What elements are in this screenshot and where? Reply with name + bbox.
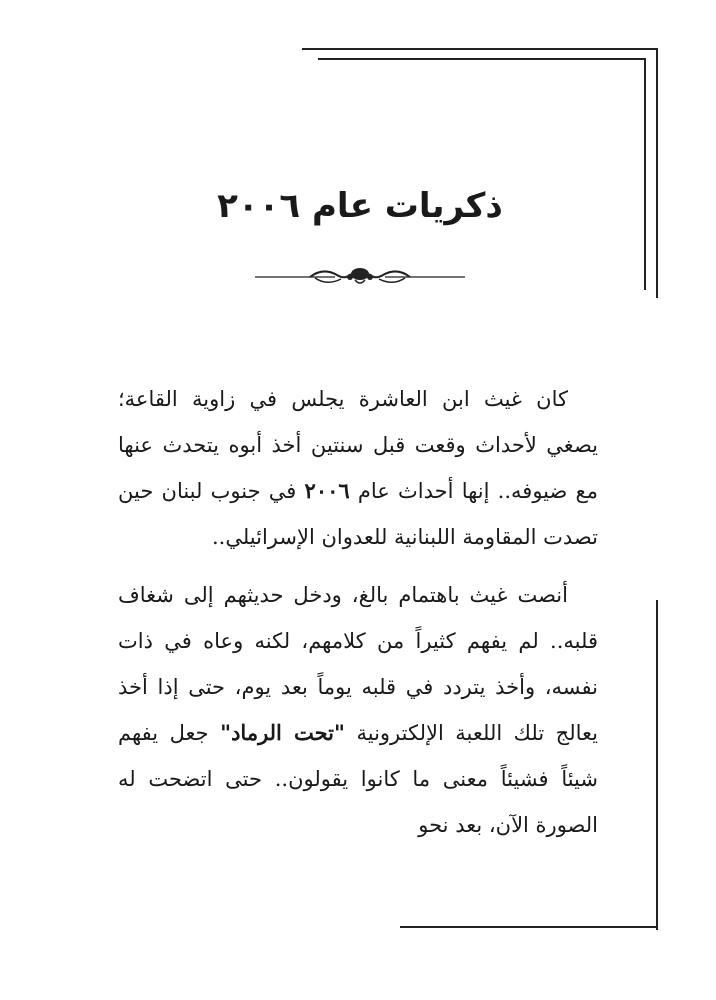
frame-right-outer-line — [656, 48, 658, 298]
paragraph-1-text-b: في جنوب لبنان حين تصدت المقاومة اللبنانية للعدوان الإسرائيلي.. — [118, 479, 598, 549]
paragraph-2-text-a: أنصت غيث باهتمام بالغ، ودخل حديثهم إلى شغاف قلبه.. لم يفهم كثيراً من كلامهم، لكنه وعاه في ذات نفسه، وأخذ يتردد في قلبه يوماً بعد يوم، حتى إذا أخذ يعالج تلك اللعبة الإلكترونية — [118, 583, 598, 745]
frame-top-outer-line — [302, 48, 658, 50]
frame-bottom-right-line — [656, 600, 658, 930]
body-text — [118, 376, 598, 848]
frame-top-inner-line — [318, 58, 646, 60]
paragraph-2-game-name: "تحت الرماد" — [220, 720, 345, 745]
paragraph-1-year: ٢٠٠٦ — [304, 478, 350, 503]
chapter-title: ذكريات عام ٢٠٠٦ — [217, 186, 503, 226]
ornament-divider-icon — [255, 262, 465, 292]
paragraph-1 — [118, 376, 598, 560]
paragraph-1-text-a: كان غيث ابن العاشرة يجلس في زاوية القاعة؛ يصغي لأحداث وقعت قبل سنتين أخذ أبوه يتحدث عنها مع ضيوفه.. إنها أحداث عام — [118, 387, 598, 503]
frame-bottom-line — [400, 926, 658, 928]
paragraph-2-text-b: جعل يفهم شيئاً فشيئاً معنى ما كانوا يقولون.. حتى اتضحت له الصورة الآن، بعد نحو — [118, 721, 598, 837]
paragraph-2 — [118, 572, 598, 848]
frame-right-inner-line — [644, 58, 646, 290]
